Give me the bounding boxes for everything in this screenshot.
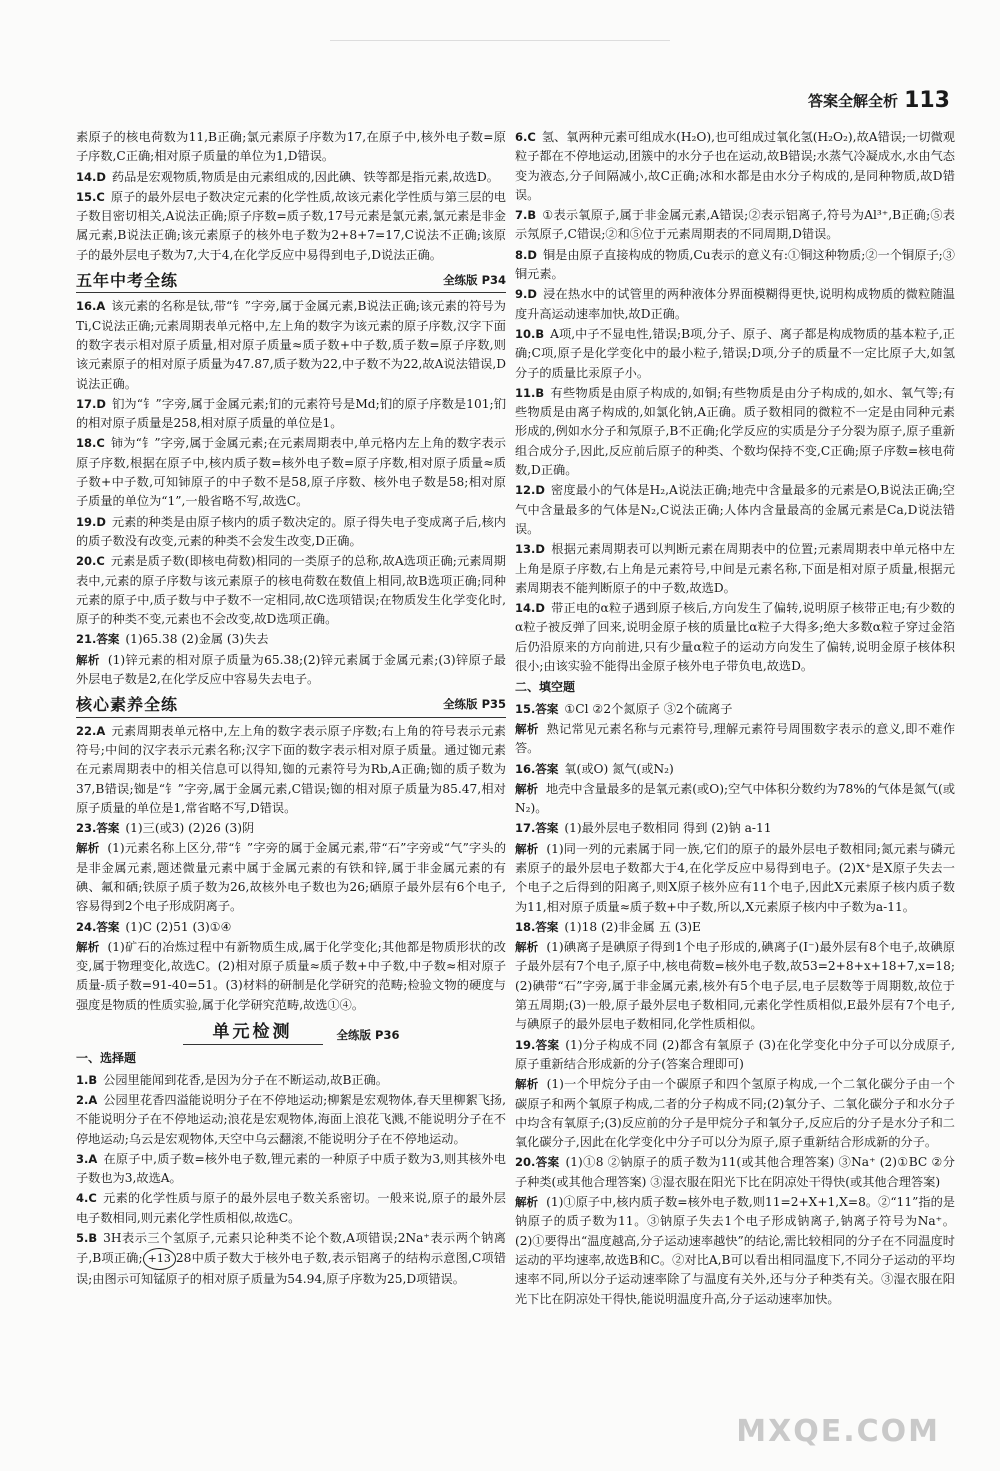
answer-text: (1)①8 ②钠原子的质子数为11(或其他合理答案) ③Na⁺ (2)①BC ②分子种类(或其他合理答案) ③湿衣服在阳光下比在阴凉处干得快(或其他合理答案) — [515, 1155, 955, 1189]
analysis-tag: 解析 — [515, 1195, 539, 1210]
answer-number: 6.C — [515, 130, 536, 144]
top-rule — [330, 40, 670, 41]
section-title: 核心素养全练 — [76, 695, 179, 715]
analysis-item — [515, 1075, 955, 1152]
answer-item — [515, 481, 955, 539]
answer-text: (1)18 (2)非金属 五 (3)E — [564, 919, 701, 934]
answer-number: 21.答案 — [76, 632, 120, 647]
answer-number: 14.D — [515, 601, 545, 616]
answer-item — [515, 1036, 955, 1075]
answer-number: 23.答案 — [76, 821, 120, 836]
answer-text: 氧(或O) 氮气(或N₂) — [564, 761, 674, 776]
answer-item — [76, 168, 506, 187]
analysis-tag: 解析 — [76, 841, 100, 856]
answer-number: 2.A — [76, 1092, 98, 1107]
answer-item — [515, 760, 955, 779]
answer-number: 17.D — [76, 396, 106, 411]
analysis-text: (1)元素名称上区分,带“钅”字旁的属于金属元素,带“石”字旁或“气”字头的是非金属元素,题述微量元素中属于金属元素的有铁和锌,属于非金属元素的有碘、氟和硒;铁原子质子数为26,故核外电子数也为26;硒原子最外层有6个电子,容易得到2个电子形成阴离子。 — [76, 841, 507, 914]
analysis-tag: 解析 — [515, 781, 539, 796]
analysis-tag: 解析 — [76, 939, 100, 954]
analysis-tag: 解析 — [76, 652, 100, 667]
answer-number: 17.答案 — [515, 821, 559, 836]
analysis-text: (1)锌元素的相对原子质量为65.38;(2)锌元素属于金属元素;(3)锌原子最外层电子数是2,在化学反应中容易失去电子。 — [76, 652, 506, 687]
analysis-item — [515, 840, 955, 917]
answer-item — [515, 384, 955, 480]
answer-text: 元素的化学性质与原子的最外层电子数关系密切。一般来说,原子的最外层电子数相同,则元素化学性质相似,故选C。 — [76, 1191, 506, 1225]
answer-number: 18.C — [76, 436, 105, 451]
answer-text: (1)三(或3) (2)26 (3)阴 — [125, 821, 255, 836]
section-ref: 全练版 P34 — [443, 273, 506, 288]
answer-item — [515, 325, 955, 383]
answer-text: 药品是宏观物质,物质是由元素组成的,因此碘、铁等都是指元素,故选D。 — [111, 169, 499, 184]
analysis-text: (1)同一列的元素属于同一族,它们的原子的最外层电子数相同;氮元素与磷元素原子的最外层电子数都大于4,在化学反应中易得到电子。(2)X⁺是X原子失去一个电子之后得到的阳离子,则X原子核外应有11个电子,因此X元素原子核内质子数为11,相对原子质量≈质子数+中子数,所以,X元素原子核内中子数为a-11。 — [515, 841, 955, 914]
analysis-text: (1)碘离子是碘原子得到1个电子形成的,碘离子(I⁻)最外层有8个电子,故碘原子最外层有7个电子,原子中,核电荷数=核外电子数,故53=2+8+x+18+7,x=18;(2)碘带“石”字旁,属于非金属元素,核外有5个电子层,电子层数等于周期数,故位于第五周期;(3)一般,原子最外层电子数相同,元素化学性质相似,E最外层有7个电子,与碘原子的最外层电子数相同,化学性质相似。 — [515, 940, 956, 1032]
answer-item — [76, 918, 506, 937]
answer-number: 5.B — [76, 1231, 98, 1246]
analysis-text: 地壳中含量最多的是氧元素(或O);空气中体积分数约为78%的气体是氮气(或N₂)。 — [515, 781, 956, 816]
answer-item — [515, 128, 955, 205]
answer-number: 18.答案 — [515, 919, 559, 934]
answer-item — [515, 1153, 955, 1192]
answer-text: (1)最外层电子数相同 得到 (2)钠 a-11 — [564, 821, 772, 836]
analysis-item — [515, 1193, 955, 1309]
analysis-item — [76, 938, 506, 1015]
answer-text: 钔为“钅”字旁,属于金属元素;钔的元素符号是Md;钔的原子序数是101;钔的相对原子质量是258,相对原子质量的单位是1。 — [76, 396, 506, 431]
answer-number: 16.A — [76, 299, 106, 314]
answer-item — [515, 246, 955, 285]
answer-number: 16.答案 — [515, 761, 559, 776]
answer-item — [76, 513, 506, 552]
answer-text: 铈为“钅”字旁,属于金属元素;在元素周期表中,单元格内左上角的数字表示原子序数,根据在原子中,核内质子数=核外电子数=原子序数,相对原子质量≈质子数+中子数,可知铈原子的中子数不是58,原子序数、核外电子数是58;相对原子质量的单位为“1”,一般省略不写,故选C。 — [76, 436, 506, 509]
answer-number: 24.答案 — [76, 919, 120, 934]
right-column — [515, 128, 955, 1310]
answer-item — [76, 552, 506, 629]
answer-item — [76, 1189, 506, 1228]
answer-number: 11.B — [515, 385, 545, 400]
analysis-tag: 解析 — [515, 940, 539, 955]
answer-item — [76, 1071, 506, 1090]
answer-number: 8.D — [515, 247, 537, 262]
answer-item — [515, 918, 955, 937]
watermark: MXQE.COM — [736, 1414, 940, 1449]
answer-item — [76, 819, 506, 838]
answer-number: 22.A — [76, 723, 106, 738]
answer-number: 4.C — [76, 1191, 97, 1206]
analysis-tag: 解析 — [515, 1077, 539, 1092]
answer-item — [76, 1229, 506, 1289]
answer-text: 带正电的α粒子遇到原子核后,方向发生了偏转,说明原子核带正电;有少数的α粒子被反弹了回来,说明金原子核的质量比α粒子大得多;绝大多数α粒子穿过金箔后仍沿原来的方向前进,只有少量α粒子的运动方向发生了偏转,说明金原子核体积很小;由该实验不能得出金原子核外电子带负电,故选D。 — [515, 601, 955, 674]
answer-item — [515, 285, 955, 324]
answer-text: 该元素的名称是钛,带“钅”字旁,属于金属元素,B说法正确;该元素的符号为Ti,C说法正确;元素周期表单元格中,左上角的数字为该元素的原子序数,汉字下面的数字表示相对原子质量,相对原子质量≈质子数+中子数,质子数=原子序数,则该元素原子的相对原子质量为47.87,质子数为22,中子数不为22,故A说法错误,D说法正确。 — [76, 299, 506, 391]
answer-text: 浸在热水中的试管里的两种液体分界面模糊得更快,说明构成物质的微粒随温度升高运动速率加快,故D正确。 — [515, 287, 955, 321]
answer-item — [515, 206, 955, 245]
answer-text: 素原子的核电荷数为11,B正确;氯元素原子序数为17,在原子中,核外电子数=原子序数,C正确;相对原子质量的单位为1,D错误。 — [76, 130, 506, 164]
page-header — [808, 88, 950, 113]
unit-test-header — [76, 1023, 506, 1045]
subsection-title: 一、选择题 — [76, 1051, 137, 1066]
answer-item — [515, 599, 955, 676]
answer-item — [515, 700, 955, 719]
analysis-item — [515, 720, 955, 759]
answer-number: 15.C — [76, 189, 105, 204]
answer-number: 3.A — [76, 1151, 98, 1166]
answer-text: (1)分子构成不同 (2)都含有氧原子 (3)在化学变化中分子可以分成原子,原子重新结合形成新的分子(答案合理即可) — [515, 1037, 956, 1071]
answer-item — [515, 819, 955, 838]
section-header-core — [76, 695, 506, 717]
answer-item — [76, 297, 506, 393]
answer-number: 12.D — [515, 483, 545, 498]
analysis-item — [515, 938, 955, 1034]
left-column — [76, 128, 506, 1290]
answer-text: 公园里能闻到花香,是因为分子在不断运动,故B正确。 — [103, 1072, 388, 1087]
answer-text: (1)65.38 (2)金属 (3)失去 — [125, 632, 269, 647]
answer-text: 元素是质子数(即核电荷数)相同的一类原子的总称,故A选项正确;元素周期表中,元素的原子序数与该元素原子的核电荷数在数值上相同,故B选项正确;同种元素的原子中,质子数与中子数不一定相同,故C选项错误;在物质发生化学变化时,原子的种类不变,元素也不会改变,故D选项正确。 — [76, 554, 506, 627]
answer-number: 1.B — [76, 1072, 98, 1087]
answer-item — [76, 722, 506, 818]
unit-ref: 全练版 P36 — [336, 1028, 400, 1043]
subsection-title: 二、填空题 — [515, 680, 576, 695]
answer-number: 19.D — [76, 514, 106, 529]
answer-text: 密度最小的气体是H₂,A说法正确;地壳中含量最多的元素是O,B说法正确;空气中含量最多的气体是N₂,C说法正确;人体内含量最高的金属元素是Ca,D说法错误。 — [515, 483, 955, 536]
answer-number: 20.答案 — [515, 1155, 560, 1170]
answer-item — [76, 630, 506, 649]
answer-item — [76, 188, 506, 265]
analysis-item — [76, 651, 506, 690]
answer-text: 元素的种类是由原子核内的质子数决定的。原子得失电子变成离子后,核内的质子数没有改变,元素的种类不会发生改变,D正确。 — [76, 514, 506, 548]
answer-item — [76, 434, 506, 511]
analysis-text: (1)一个甲烷分子由一个碳原子和四个氢原子构成,一个二氧化碳分子由一个碳原子和两个氧原子构成,二者的分子构成不同;(2)氧分子、二氧化碳分子和水分子中均含有氧原子;(3)反应前的分子是甲烷分子和氧分子,反应后的分子是水分子和二氧化碳分子,因此在化学变化中分子可以分为原子,原子重新结合形成新的分子。 — [515, 1077, 955, 1150]
answer-item — [76, 128, 506, 167]
answer-number: 9.D — [515, 287, 537, 302]
section-header-five-year — [76, 271, 506, 293]
answer-item — [515, 540, 955, 598]
answer-text: 有些物质是由原子构成的,如铜;有些物质是由分子构成的,如水、氧气等;有些物质是由离子构成的,如氯化钠,A正确。质子数相同的微粒不一定是由同种元素形成的,例如水分子和氖原子,B不正确;化学反应的实质是分子分裂为原子,原子重新组合成分子,因此,反应前后原子的种类、个数均保持不变,C正确;原子序数=核电荷数,D正确。 — [515, 385, 955, 478]
answer-text: 氢、氧两种元素可组成水(H₂O),也可组成过氧化氢(H₂O₂),故A错误;一切微观粒子都在不停地运动,团簇中的水分子也在运动,故B错误;水蒸气冷凝成水,水由气态变为液态,分子间隔减小,故C正确;冰和水都是由水分子构成的,是同种物质,故D错误。 — [515, 130, 955, 202]
answer-text: 铜是由原子直接构成的物质,Cu表示的意义有:①铜这种物质;②一个铜原子;③铜元素。 — [515, 247, 955, 282]
answer-item — [76, 1091, 506, 1149]
answer-item — [76, 395, 506, 434]
answer-text: 原子的最外层电子数决定元素的化学性质,故该元素化学性质与第三层的电子数目密切相关,A说法正确;原子序数=质子数,17号元素是氯元素,氯元素是非金属元素,B说法正确;该元素原子的核外电子数为2+8+7=17,C说法不正确;该原子的最外层电子数为7,大于4,在化学反应中易得到电子,D说法正确。 — [76, 189, 506, 262]
analysis-text: (1)矿石的冶炼过程中有新物质生成,属于化学变化;其他都是物质形状的改变,属于物理变化,故选C。(2)相对原子质量≈质子数+中子数,中子数≈相对原子质量-质子数=91-40=51。(3)材料的研制是化学研究的范畴;检验文物的硬度与强度是物质的性质实验,属于化学研究范畴,故选①④。 — [76, 939, 506, 1012]
answer-number: 10.B — [515, 326, 545, 341]
answer-text: 3H表示三个氢原子,元素只论种类不论个数,A项错误;2Na⁺表示两个钠离子,B项正确; — [76, 1231, 506, 1266]
unit-title: 单元检测 — [183, 1023, 323, 1045]
answer-text: 在原子中,质子数=核外电子数,锂元素的一种原子中质子数为3,则其核外电子数也为3,故选A。 — [76, 1151, 506, 1186]
section-ref: 全练版 P35 — [443, 697, 506, 712]
answer-text: 元素周期表单元格中,左上角的数字表示原子序数;右上角的符号表示元素符号;中间的汉字表示元素名称;汉字下面的数字表示相对原子质量。通过铷元素在元素周期表中的相关信息可以得知,铷的元素符号为Rb,A正确;铷的质子数为37,B错误;铷是“钅”字旁,属于金属元素,C错误;铷的相对原子质量为85.47,相对原子质量的单位是1,常省略不写,D错误。 — [76, 723, 506, 815]
answer-text: ①表示氧原子,属于非金属元素,A错误;②表示铝离子,符号为Al³⁺,B正确;⑤表示氖原子,C错误;②和⑤位于元素周期表的不同周期,D错误。 — [515, 208, 955, 242]
answer-text: 公园里花香四溢能说明分子在不停地运动;柳絮是宏观物体,春天里柳絮飞扬,不能说明分子在不停地运动;浪花是宏观物体,海面上浪花飞溅,不能说明分子在不停地运动;乌云是宏观物体,天空中乌云翻滚,不能说明分子在不停地运动。 — [76, 1092, 506, 1146]
analysis-tag: 解析 — [515, 841, 539, 856]
answer-number: 15.答案 — [515, 701, 559, 716]
answer-number: 19.答案 — [515, 1037, 560, 1052]
answer-text: 根据元素周期表可以判断元素在周期表中的位置;元素周期表中单元格中左上角是原子序数,右上角是元素符号,中间是元素名称,下面是相对原子质量,根据元素周期表不能判断原子的中子数,故选D。 — [515, 542, 955, 595]
answer-item — [76, 1150, 506, 1189]
answer-number: 7.B — [515, 208, 537, 223]
analysis-item — [76, 839, 506, 916]
answer-text: ①Cl ②2个氮原子 ③2个硫离子 — [564, 701, 733, 716]
analysis-tag: 解析 — [515, 721, 539, 736]
answer-number: 13.D — [515, 542, 545, 557]
answer-number: 20.C — [76, 554, 105, 569]
answer-text: (1)C (2)51 (3)①④ — [125, 919, 232, 934]
answer-text: 28中质子数大于核外电子数,表示铝离子的结构示意图,C项错误;由图示可知锰原子的相对原子质量为54.94,原子序数为25,D项错误。 — [76, 1251, 506, 1286]
analysis-text: 熟记常见元素名称与元素符号,理解元素符号周围数字表示的意义,即不难作答。 — [515, 721, 956, 756]
section-title: 五年中考全练 — [76, 271, 179, 291]
atom-diagram-icon: +13 — [143, 1248, 176, 1269]
page-number: 113 — [904, 88, 950, 113]
answer-text: A项,中子不显电性,错误;B项,分子、原子、离子都是构成物质的基本粒子,正确;C项,原子是化学变化中的最小粒子,错误;D项,分子的质量不一定比原子大,如氢分子的质量比汞原子小。 — [515, 326, 955, 380]
analysis-text: (1)①原子中,核内质子数=核外电子数,则11=2+X+1,X=8。②“11”指的是钠原子的质子数为11。③钠原子失去1个电子形成钠离子,钠离子符号为Na⁺。(2)①要得出“温度越高,分子运动速率越快”的结论,需比较相同的分子在不同温度时运动的平均速率,故选B和C。②对比A,B可以看出相同温度下,不同分子运动的平均速率不同,所以分子运动速率除了与温度有关外,还与分子种类有关。③湿衣服在阳光下比在阴凉处干得快,能说明温度升高,分子运动速率加快。 — [515, 1195, 955, 1306]
analysis-item — [515, 780, 955, 819]
header-title: 答案全解全析 — [808, 92, 899, 110]
answer-number: 14.D — [76, 169, 106, 184]
